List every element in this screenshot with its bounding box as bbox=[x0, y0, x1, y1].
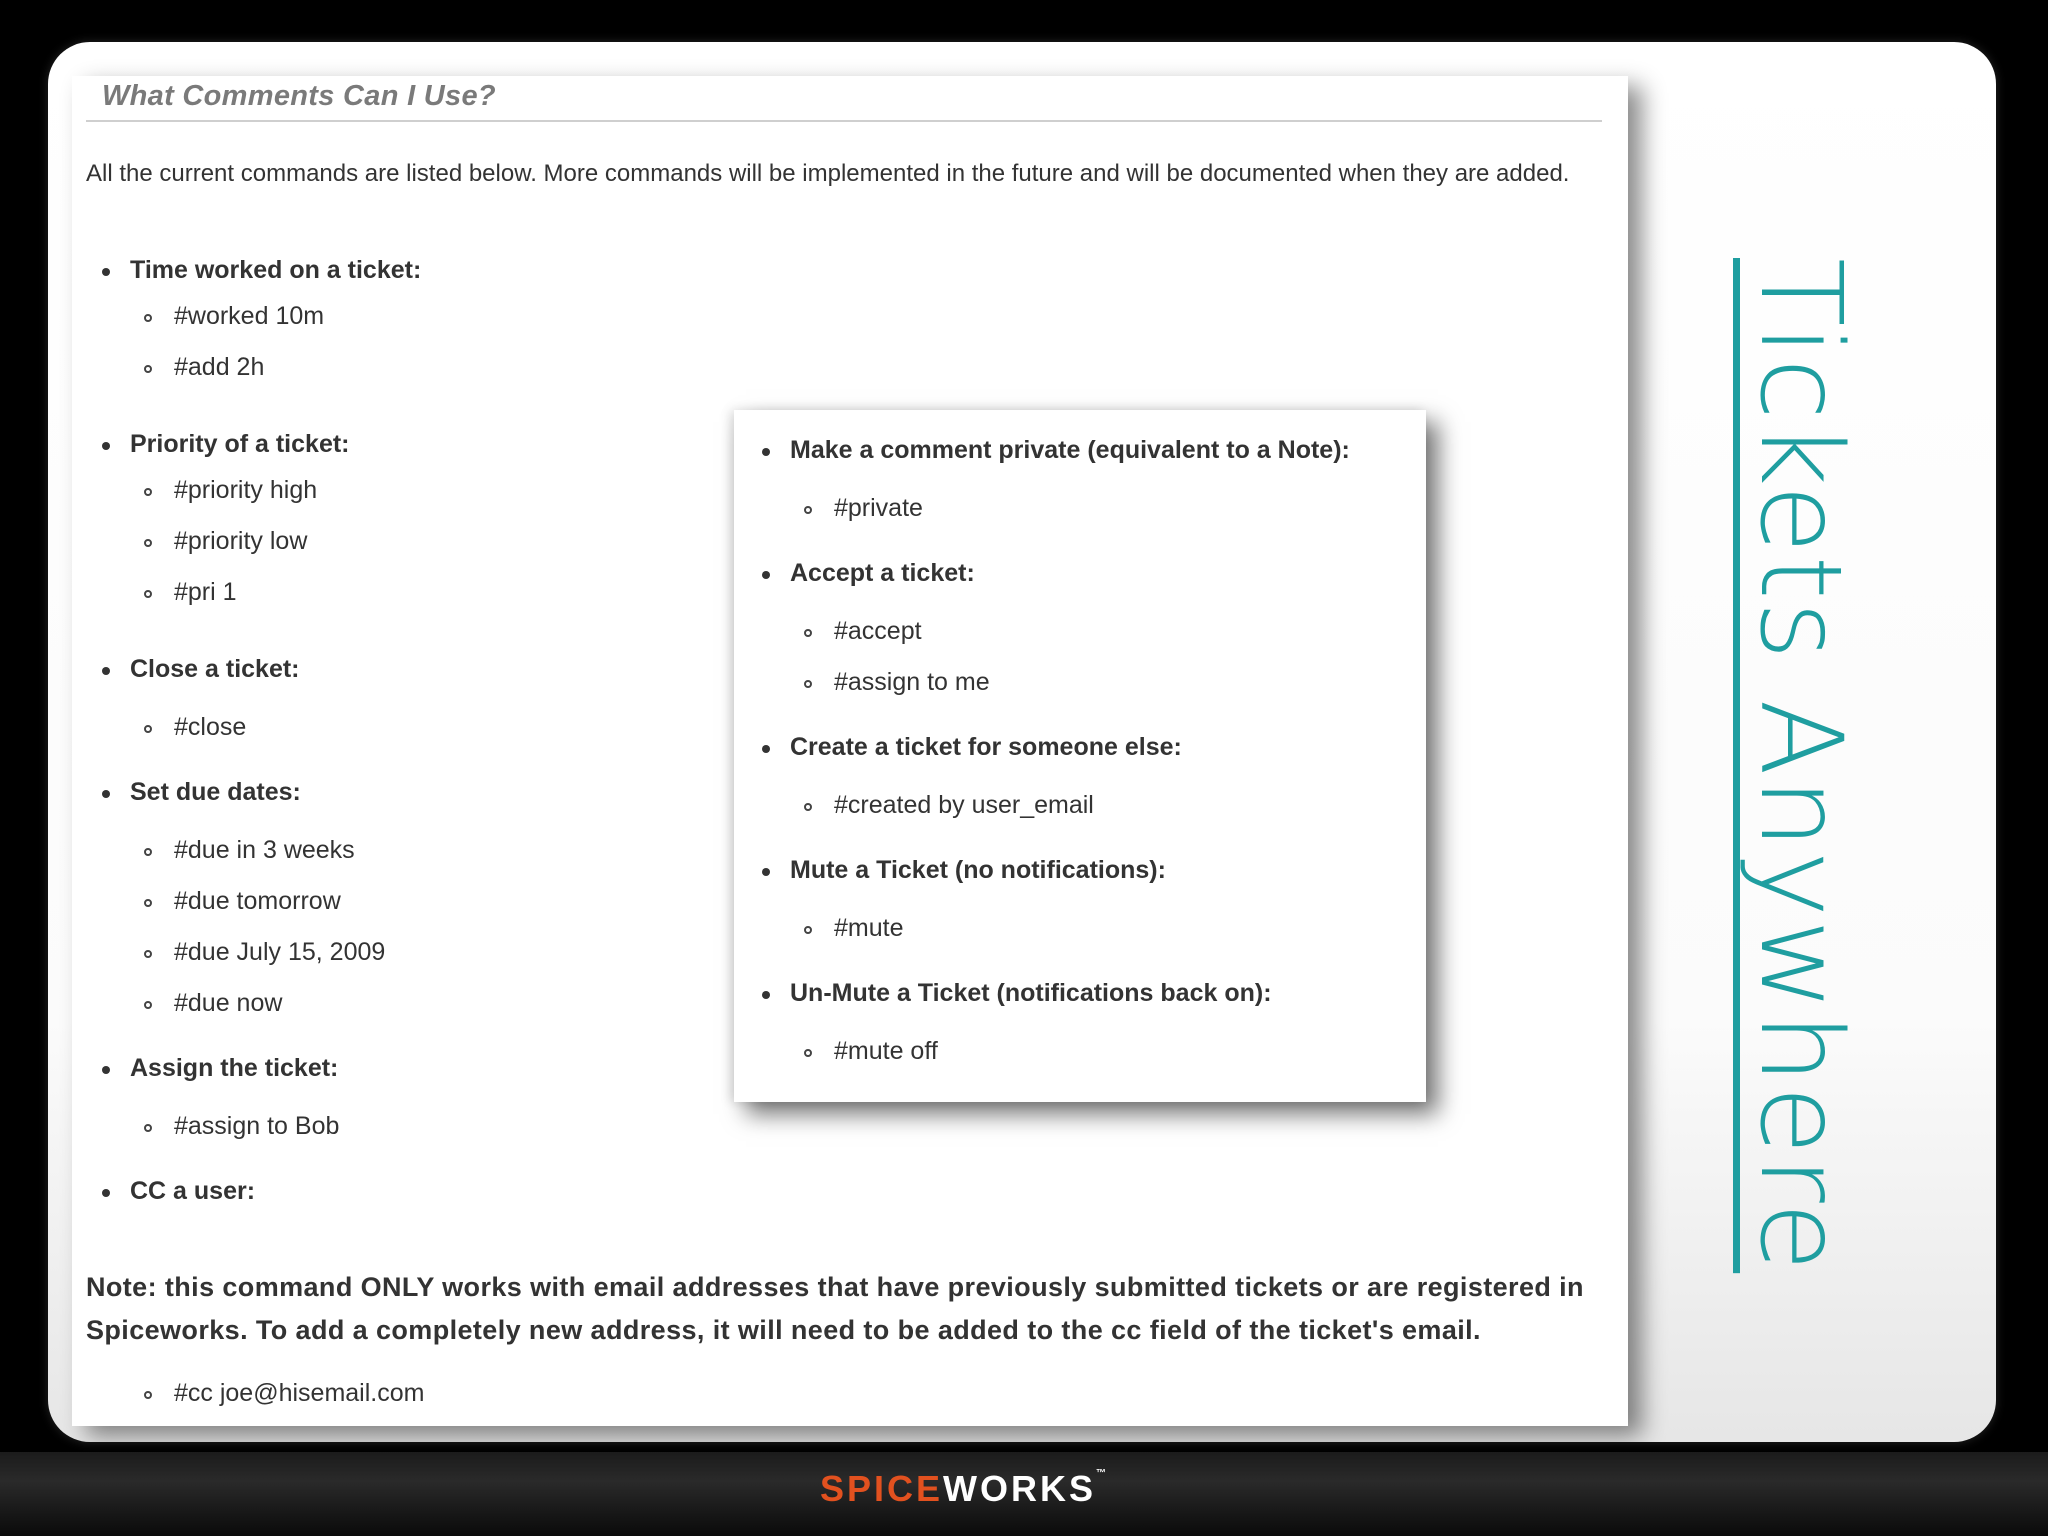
section-heading-mute: Mute a Ticket (no notifications): bbox=[790, 856, 1166, 884]
logo-spice-text: SPICE bbox=[820, 1468, 944, 1509]
page-title: What Comments Can I Use? bbox=[102, 80, 496, 112]
command-item: #priority high bbox=[174, 476, 318, 504]
circle-bullet-icon bbox=[144, 848, 152, 856]
command-item: #due tomorrow bbox=[174, 887, 341, 915]
section-heading-time: Time worked on a ticket: bbox=[130, 256, 422, 284]
circle-bullet-icon bbox=[144, 488, 152, 496]
circle-bullet-icon bbox=[144, 1391, 152, 1399]
bullet-icon bbox=[762, 745, 770, 753]
section-heading-close: Close a ticket: bbox=[130, 655, 300, 683]
bullet-icon bbox=[102, 268, 110, 276]
title-divider bbox=[86, 120, 1602, 122]
circle-bullet-icon bbox=[144, 590, 152, 598]
command-item: #due July 15, 2009 bbox=[174, 938, 386, 966]
circle-bullet-icon bbox=[144, 950, 152, 958]
circle-bullet-icon bbox=[804, 926, 812, 934]
circle-bullet-icon bbox=[144, 1124, 152, 1132]
logo-trademark: ™ bbox=[1096, 1468, 1110, 1479]
bullet-icon bbox=[102, 667, 110, 675]
slide-frame bbox=[48, 42, 1996, 1442]
section-heading-accept: Accept a ticket: bbox=[790, 559, 975, 587]
section-heading-private: Make a comment private (equivalent to a Note): bbox=[790, 436, 1350, 464]
circle-bullet-icon bbox=[804, 629, 812, 637]
section-heading-cc: CC a user: bbox=[130, 1177, 256, 1205]
command-item: #pri 1 bbox=[174, 578, 237, 606]
section-heading-priority: Priority of a ticket: bbox=[130, 430, 350, 458]
bullet-icon bbox=[102, 1066, 110, 1074]
circle-bullet-icon bbox=[144, 365, 152, 373]
section-heading-due: Set due dates: bbox=[130, 778, 301, 806]
circle-bullet-icon bbox=[804, 506, 812, 514]
section-heading-create: Create a ticket for someone else: bbox=[790, 733, 1182, 761]
circle-bullet-icon bbox=[144, 725, 152, 733]
command-item: #mute bbox=[834, 914, 904, 942]
command-item: #due in 3 weeks bbox=[174, 836, 355, 864]
command-item: #created by user_email bbox=[834, 791, 1094, 819]
command-item: #private bbox=[834, 494, 923, 522]
more-commands-callout bbox=[734, 410, 1426, 1102]
circle-bullet-icon bbox=[804, 1049, 812, 1057]
command-item: #accept bbox=[834, 617, 922, 645]
circle-bullet-icon bbox=[144, 1001, 152, 1009]
circle-bullet-icon bbox=[804, 803, 812, 811]
spiceworks-logo bbox=[820, 1468, 1109, 1510]
bullet-icon bbox=[762, 448, 770, 456]
command-item: #cc joe@hisemail.com bbox=[174, 1379, 425, 1407]
command-item: #priority low bbox=[174, 527, 308, 555]
command-item: #worked 10m bbox=[174, 302, 325, 330]
circle-bullet-icon bbox=[144, 899, 152, 907]
command-item: #assign to Bob bbox=[174, 1112, 340, 1140]
bullet-icon bbox=[102, 1189, 110, 1197]
circle-bullet-icon bbox=[144, 539, 152, 547]
circle-bullet-icon bbox=[804, 680, 812, 688]
bullet-icon bbox=[762, 571, 770, 579]
command-item: #mute off bbox=[834, 1037, 938, 1065]
section-heading-unmute: Un-Mute a Ticket (notifications back on): bbox=[790, 979, 1272, 1007]
logo-works-text: WORKS bbox=[943, 1468, 1097, 1509]
cc-note: Note: this command ONLY works with email addresses that have previously submitted tickets or are registered in Spiceworks. To add a completely new address, it will need to be added to the cc field of the ticket's email. bbox=[86, 1272, 1584, 1345]
circle-bullet-icon bbox=[144, 314, 152, 322]
section-heading-assign: Assign the ticket: bbox=[130, 1054, 339, 1082]
command-item: #close bbox=[174, 713, 247, 741]
bullet-icon bbox=[762, 991, 770, 999]
intro-paragraph: All the current commands are listed below. More commands will be implemented in the future and will be documented when they are added. bbox=[86, 160, 1570, 187]
vertical-slide-title: Tickets Anywhere bbox=[1735, 258, 1865, 1274]
bullet-icon bbox=[762, 868, 770, 876]
command-item: #due now bbox=[174, 989, 283, 1017]
command-item: #add 2h bbox=[174, 353, 265, 381]
bullet-icon bbox=[102, 790, 110, 798]
command-item: #assign to me bbox=[834, 668, 990, 696]
bullet-icon bbox=[102, 442, 110, 450]
